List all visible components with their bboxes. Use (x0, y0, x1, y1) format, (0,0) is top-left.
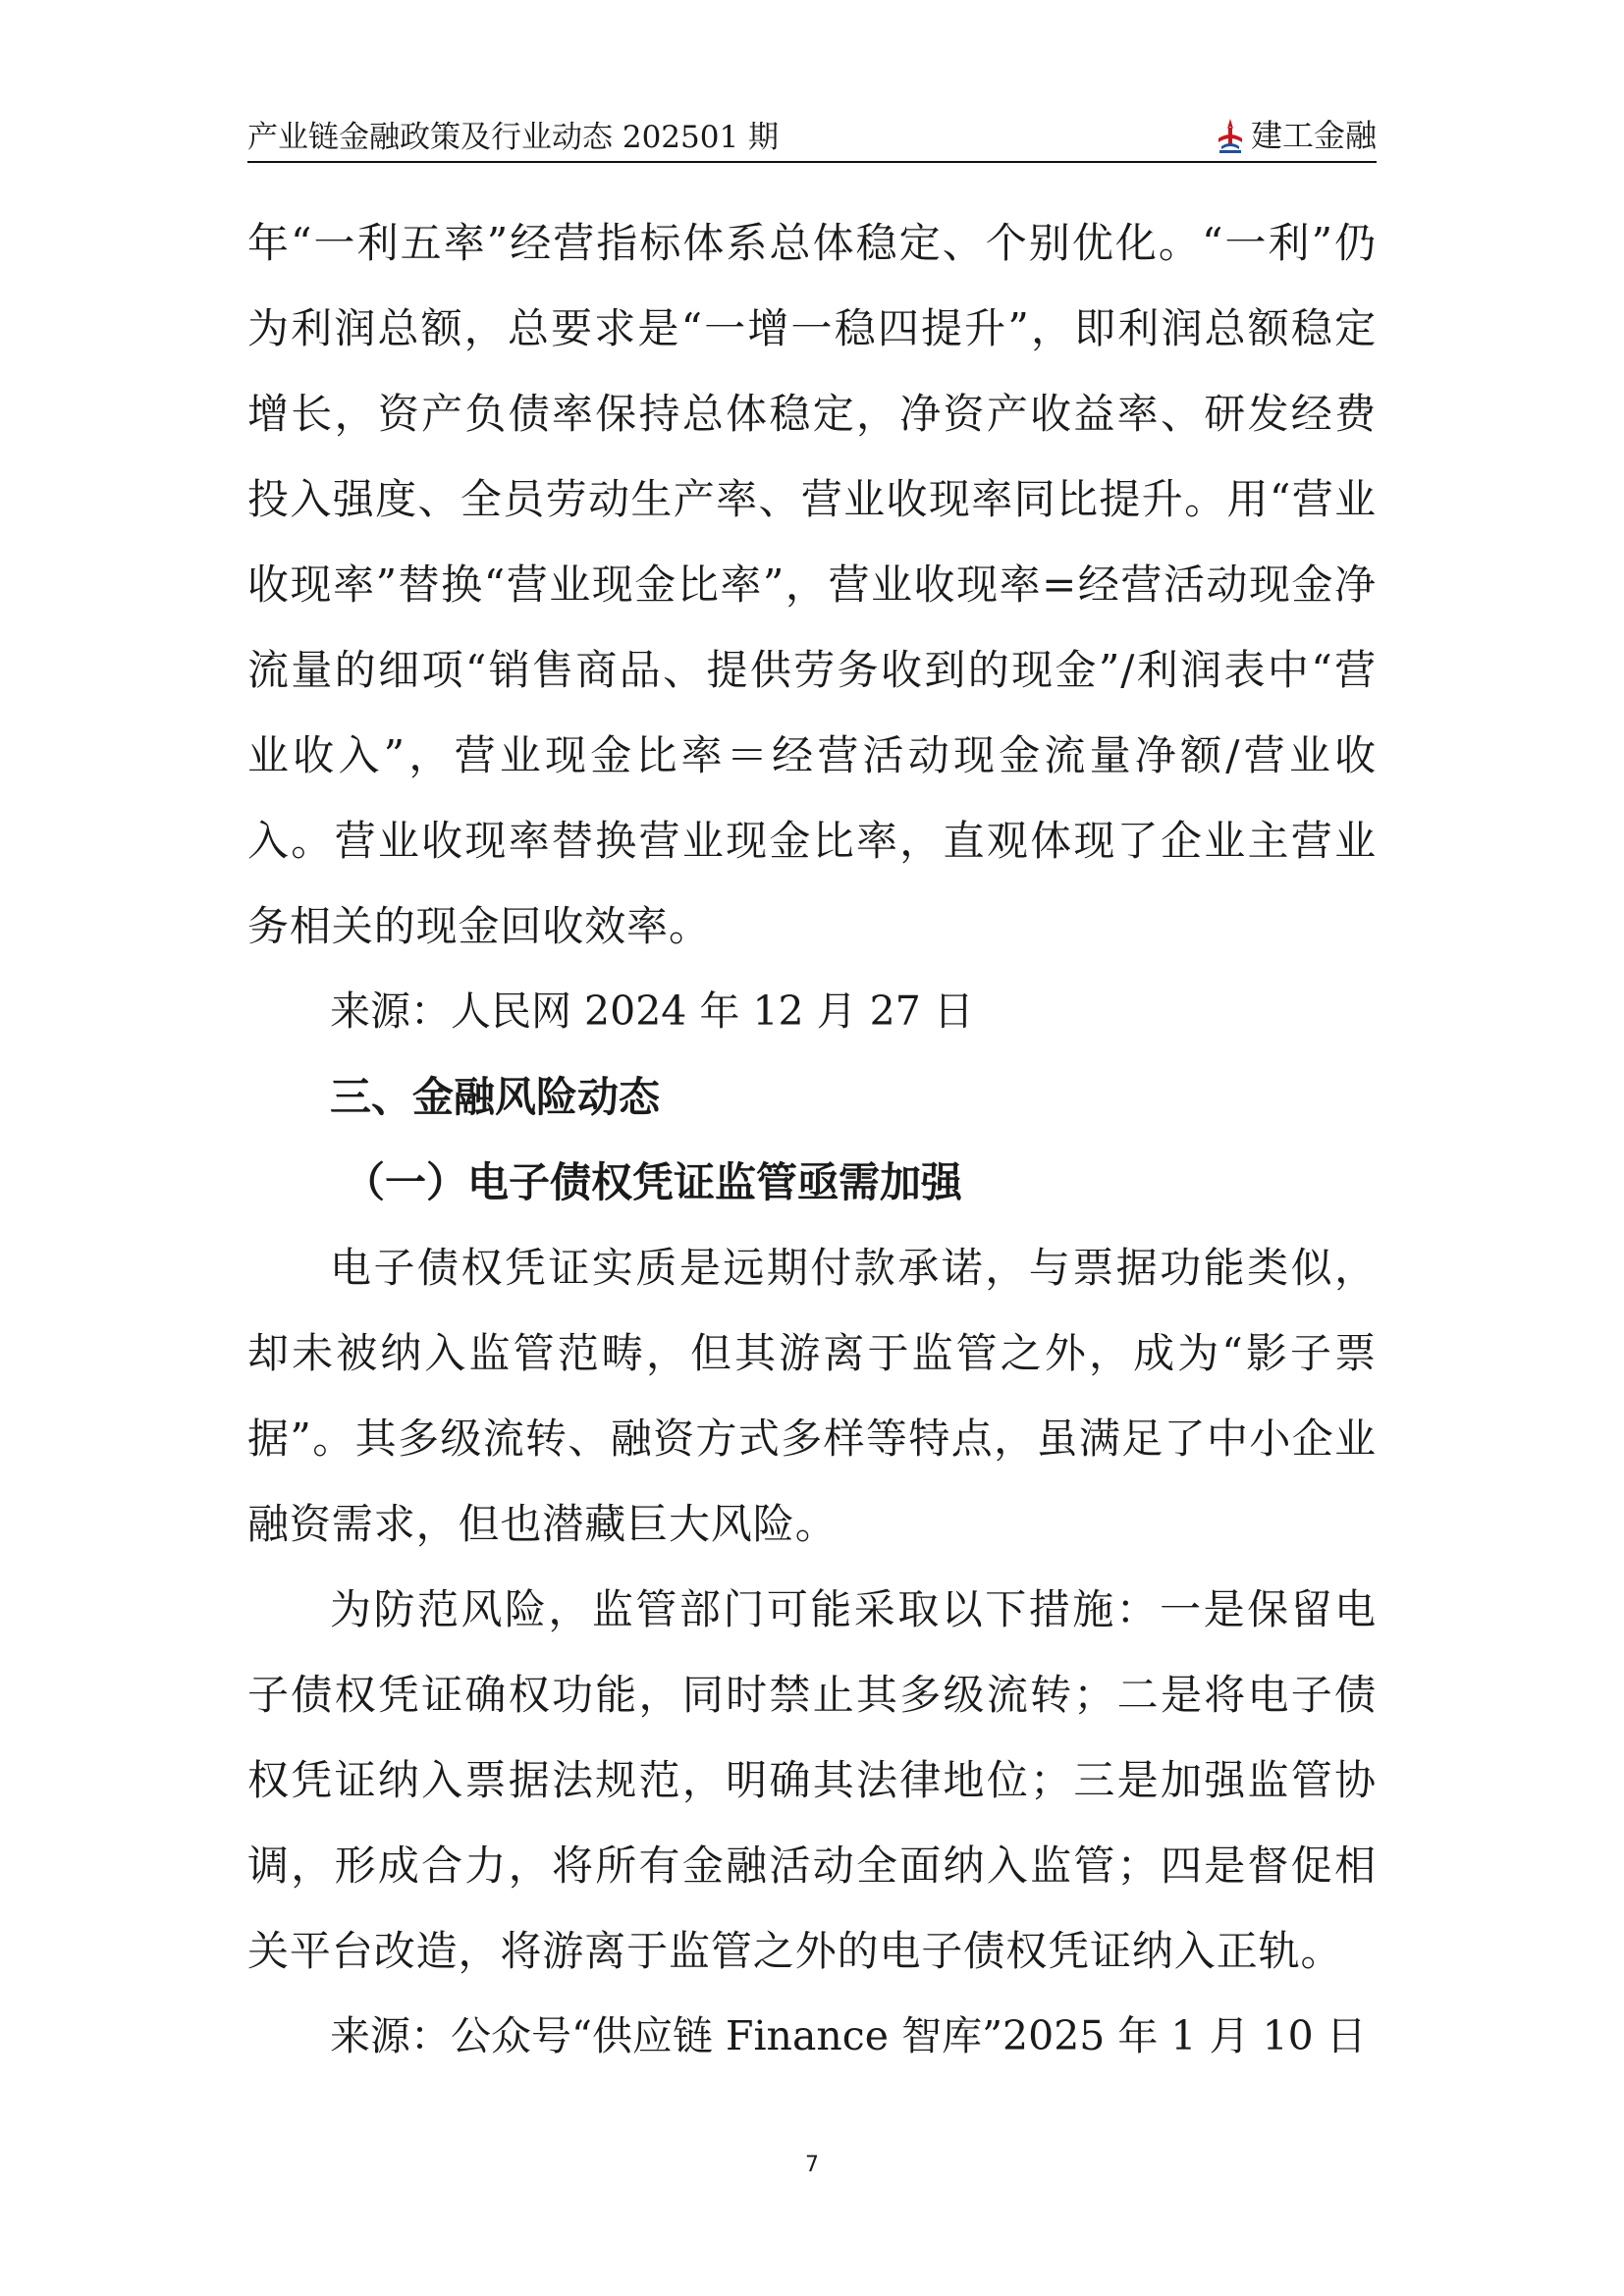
page-header (247, 106, 1377, 163)
source-line-1: 来源：人民网 2024 年 12 月 27 日 (330, 988, 974, 1035)
section-heading: 三、金融风险动态 (330, 1073, 661, 1121)
building-logo-icon (1216, 117, 1245, 154)
body-paragraph-2: 为防范风险，监管部门可能采取以下措施：一是保留电子债权凭证确权功能，同时禁止其多级流转；二是将电子债权凭证纳入票据法规范，明确其法律地位；三是加强监管协调，形成合力，将所有金融活动全面纳入监管；四是督促相关平台改造，将游离于监管之外的电子债权凭证纳入正轨。 (247, 1585, 1377, 1975)
page-number: 7 (805, 2153, 819, 2177)
header-brand (1216, 116, 1377, 155)
body-paragraph-1: 电子债权凭证实质是远期付款承诺，与票据功能类似，却未被纳入监管范畴，但其游离于监管之外，成为“影子票据”。其多级流转、融资方式多样等特点，虽满足了中小企业融资需求，但也潜藏巨大风险。 (247, 1244, 1377, 1548)
subsection-heading: （一）电子债权凭证监管亟需加强 (344, 1158, 963, 1206)
body-paragraph-continued: 年“一利五率”经营指标体系总体稳定、个别优化。“一利”仍为利润总额，总要求是“一增一稳四提升”，即利润总额稳定增长，资产负债率保持总体稳定，净资产收益率、研发经费投入强度、全员劳动生产率、营业收现率同比提升。用“营业收现率”替换“营业现金比率”，营业收现率=经营活动现金净流量的细项“销售商品、提供劳务收到的现金”/利润表中“营业收入”，营业现金比率＝经营活动现金流量净额/营业收入。营业收现率替换营业现金比率，直观体现了企业主营业务相关的现金回收效率。 (247, 219, 1377, 950)
source-line-2: 来源：公众号“供应链 Finance 智库”2025 年 1 月 10 日 (330, 2012, 1367, 2059)
brand-name: 建工金融 (1250, 117, 1377, 154)
page-content (247, 200, 1377, 2079)
header-title: 产业链金融政策及行业动态 202501 期 (247, 120, 780, 155)
